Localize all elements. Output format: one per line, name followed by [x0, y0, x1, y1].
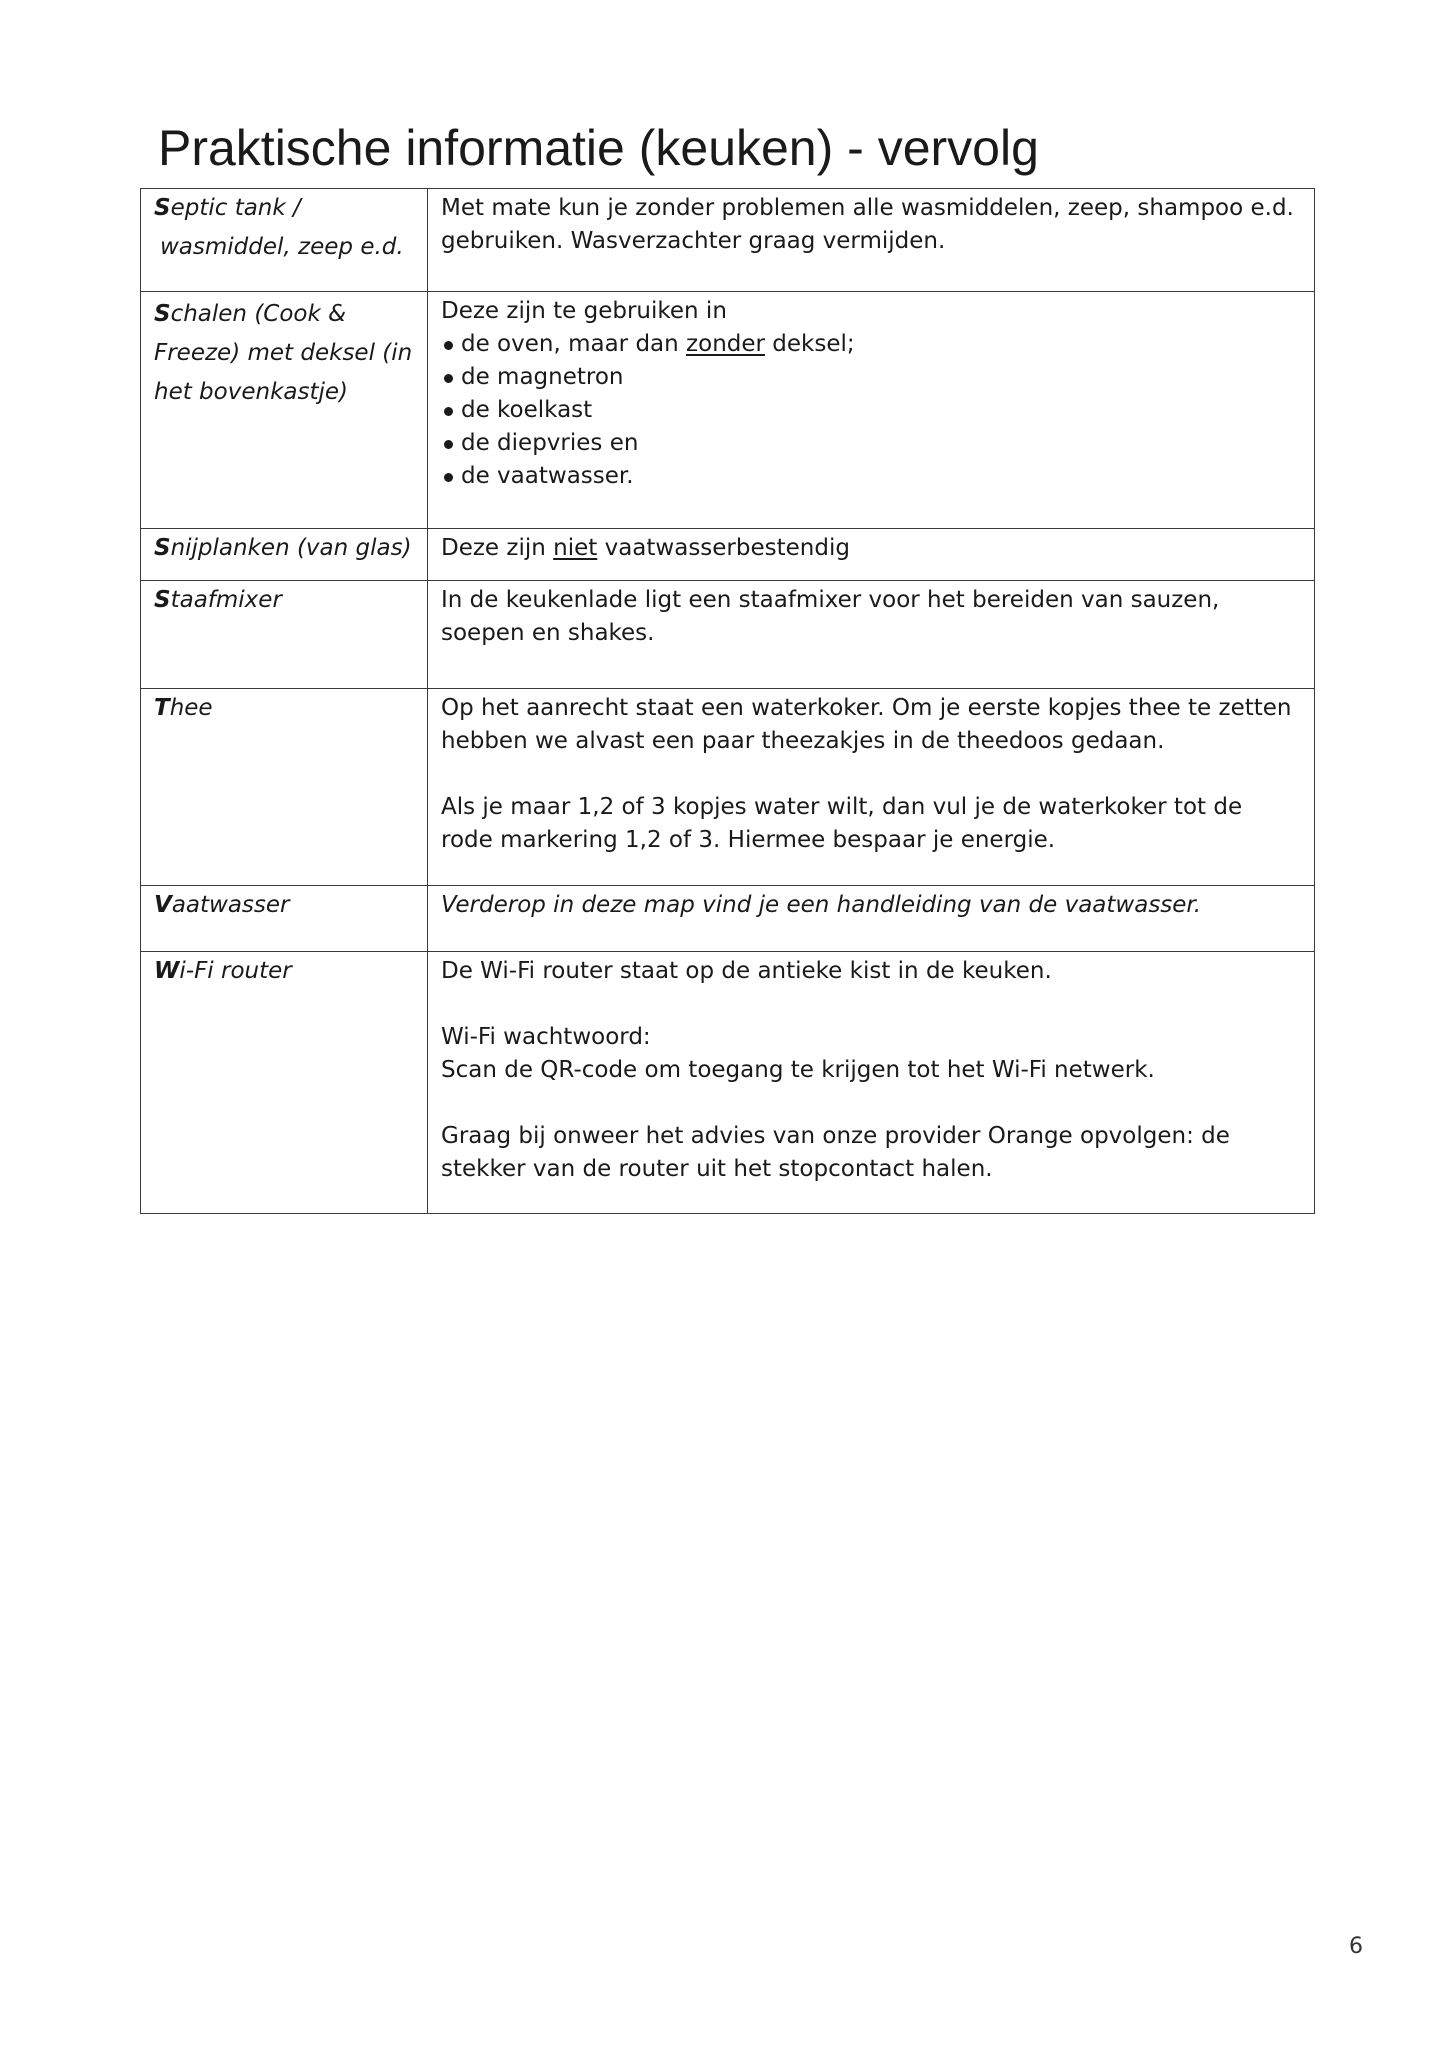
row-content: [428, 581, 1315, 689]
row-label: [141, 292, 428, 529]
row-content: [428, 689, 1315, 886]
usage-list: [441, 328, 1301, 493]
label-text: chalen (Cook & Freeze) met deksel (in het bovenkastje): [154, 301, 413, 405]
content-text: Met mate kun je zonder problemen alle wasmiddelen, zeep, shampoo e.d. gebruiken. Wasverzachter graag vermijden.: [441, 195, 1294, 254]
label-text: nijplanken (van glas): [170, 535, 412, 561]
underlined-word: niet: [553, 535, 598, 561]
label-initial: S: [154, 587, 171, 613]
content-text: Scan de QR-code om toegang te krijgen tot het Wi-Fi netwerk.: [441, 1057, 1155, 1083]
content-text: Wi-Fi wachtwoord:: [441, 1024, 651, 1050]
label-text: taafmixer: [170, 587, 282, 613]
label-initial: S: [154, 301, 171, 327]
label-initial: V: [154, 892, 172, 918]
list-item: de diepvries en: [441, 427, 1301, 460]
table-row-thee: [141, 689, 1315, 886]
label-initial: T: [154, 695, 170, 721]
label-initial: S: [154, 535, 171, 561]
table-row-snijplanken: [141, 529, 1315, 581]
page-number: 6: [1349, 1934, 1363, 1959]
table-row-schalen: [141, 292, 1315, 529]
table-row-staafmixer: [141, 581, 1315, 689]
row-content: [428, 952, 1315, 1214]
content-text: Graag bij onweer het advies van onze provider Orange opvolgen: de stekker van de router uit het stopcontact halen.: [441, 1123, 1230, 1182]
table-row-wifi: [141, 952, 1315, 1214]
list-item: [441, 328, 1301, 361]
content-text: De Wi-Fi router staat op de antieke kist in de keuken.: [441, 958, 1052, 984]
row-label: [141, 689, 428, 886]
row-content: [428, 529, 1315, 581]
info-table: [140, 188, 1315, 1214]
label-text-line2: wasmiddel, zeep e.d.: [160, 234, 404, 260]
underlined-word: zonder: [686, 331, 765, 357]
row-label: [141, 886, 428, 952]
content-text: Als je maar 1,2 of 3 kopjes water wilt, dan vul je de waterkoker tot de rode markering 1,2 of 3. Hiermee bespaar je energie.: [441, 794, 1243, 853]
list-item: de magnetron: [441, 361, 1301, 394]
content-text: [441, 532, 1301, 565]
table-row-vaatwasser: [141, 886, 1315, 952]
content-text: Verderop in deze map vind je een handleiding van de vaatwasser.: [441, 892, 1202, 918]
label-text: i-Fi router: [179, 958, 292, 984]
list-item-text: deksel;: [764, 331, 855, 357]
row-label: [141, 581, 428, 689]
list-item-text: de oven, maar dan: [461, 331, 687, 357]
content-intro: Deze zijn te gebruiken in: [441, 298, 727, 324]
content-text-part: vaatwasserbestendig: [597, 535, 850, 561]
row-label: [141, 529, 428, 581]
label-text: aatwasser: [171, 892, 290, 918]
label-text: eptic tank /: [170, 195, 301, 221]
row-content: [428, 189, 1315, 292]
row-label: [141, 189, 428, 292]
row-content: [428, 886, 1315, 952]
table-row-septic: [141, 189, 1315, 292]
list-item: de koelkast: [441, 394, 1301, 427]
label-text: hee: [169, 695, 213, 721]
label-initial: W: [154, 958, 180, 984]
page-title: Praktische informatie (keuken) - vervolg: [158, 120, 1039, 176]
content-text: Op het aanrecht staat een waterkoker. Om je eerste kopjes thee te zetten hebben we alvast een paar theezakjes in de theedoos gedaan.: [441, 695, 1292, 754]
row-content: [428, 292, 1315, 529]
list-item: de vaatwasser.: [441, 460, 1301, 493]
row-label: [141, 952, 428, 1214]
label-initial: S: [154, 195, 171, 221]
content-text: In de keukenlade ligt een staafmixer voor het bereiden van sauzen, soepen en shakes.: [441, 587, 1220, 646]
content-text-part: Deze zijn: [441, 535, 554, 561]
